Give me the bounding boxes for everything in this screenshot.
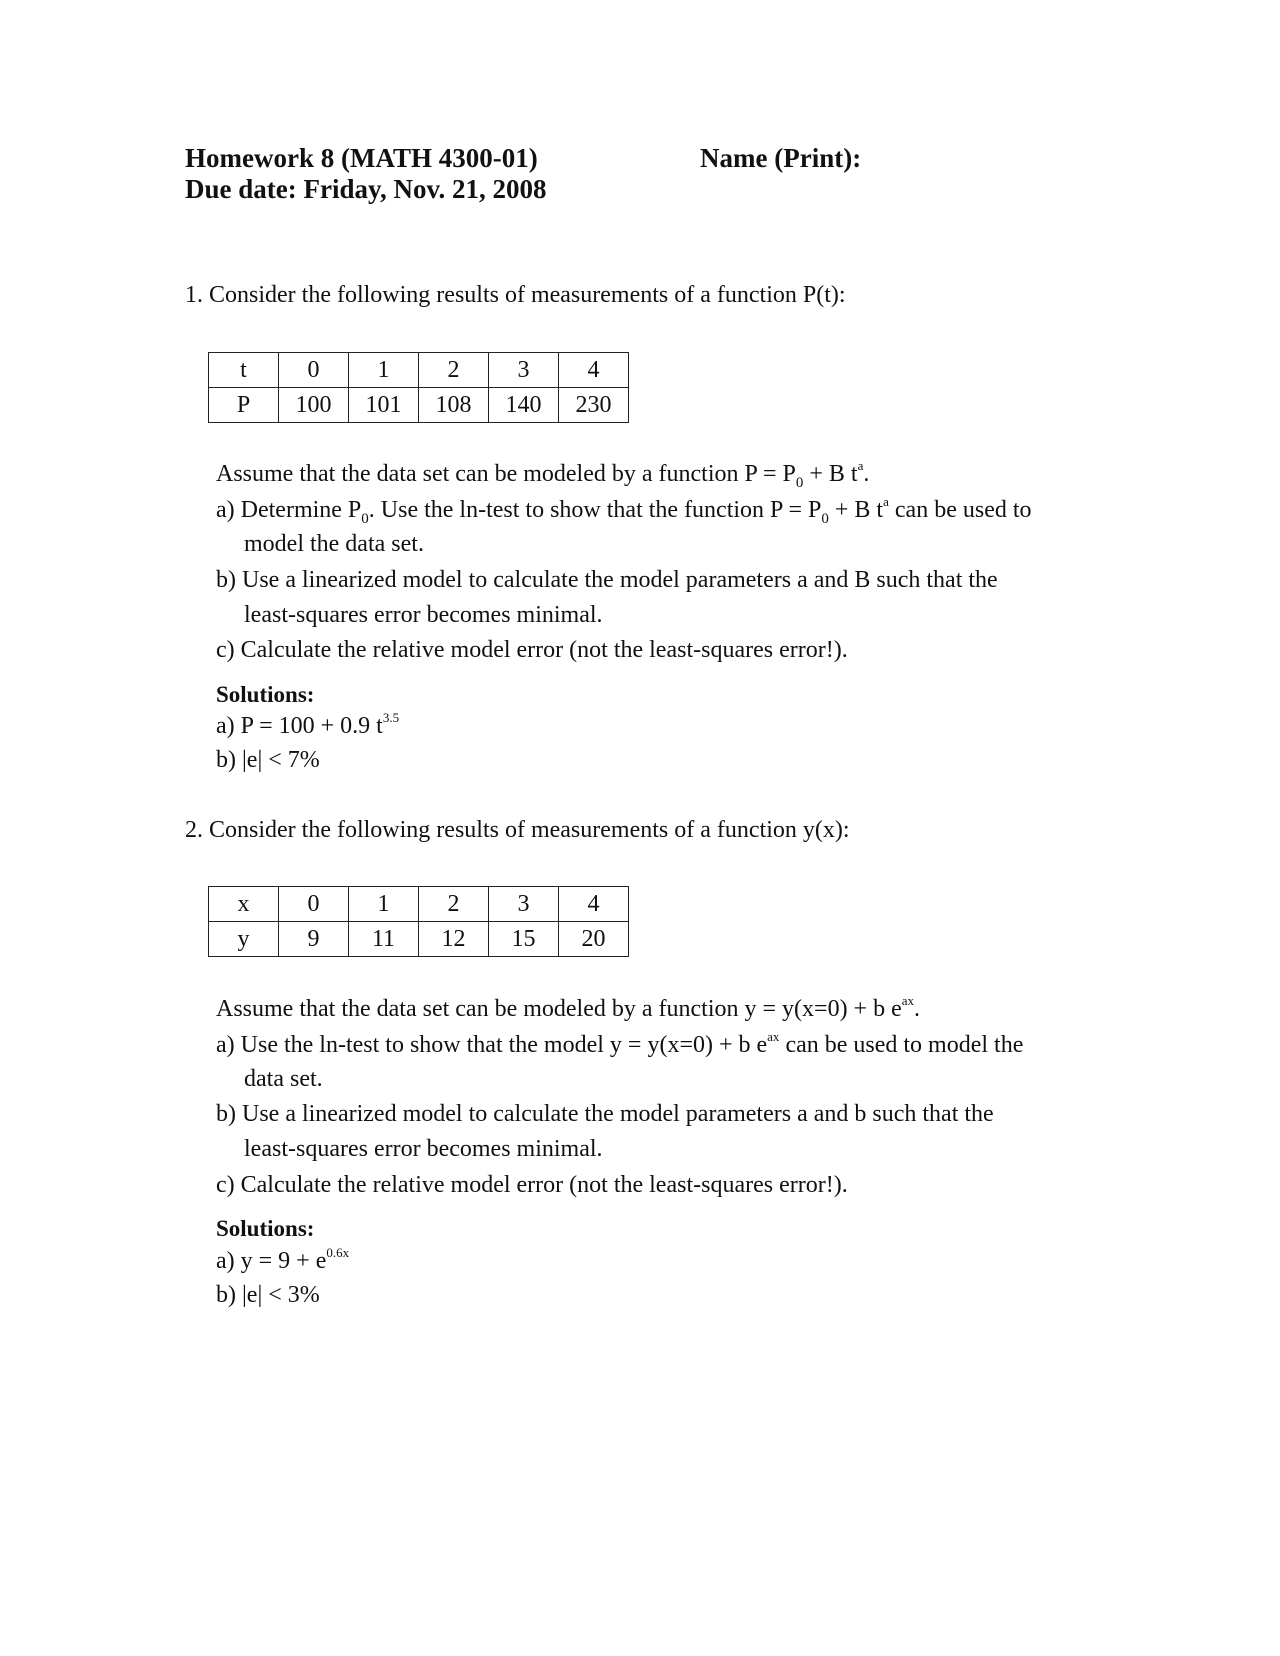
table-cell: 1 [349, 353, 419, 388]
part-a-text: a) Determine P [216, 497, 362, 523]
problem1-solution-b: b) |e| < 7% [216, 747, 320, 773]
table-cell: 0 [279, 353, 349, 388]
part-a-text: can be used to [888, 497, 1032, 523]
problem2-part-a-cont: data set. [244, 1066, 323, 1092]
homework-title: Homework 8 (MATH 4300-01) [185, 143, 538, 173]
problem2-solution-a [216, 1245, 350, 1275]
table-row [209, 922, 629, 957]
table-row [209, 887, 629, 922]
table-cell: 100 [279, 388, 349, 423]
problem2-part-c: c) Calculate the relative model error (not the least-squares error!). [216, 1172, 848, 1198]
assume-text: Assume that the data set can be modeled by a function P = P [216, 461, 796, 487]
table-cell: 12 [419, 922, 489, 957]
assume-text: Assume that the data set can be modeled by a function y = y(x=0) + b e [216, 996, 902, 1022]
table-cell: x [209, 887, 279, 922]
problem1-part-b-cont: least-squares error becomes minimal. [244, 602, 603, 628]
table-cell: 2 [419, 353, 489, 388]
assume-text: + B t [803, 461, 858, 487]
due-date: Due date: Friday, Nov. 21, 2008 [185, 174, 547, 204]
part-a-text: can be used to model the [779, 1032, 1024, 1058]
problem1-assumption [216, 458, 870, 491]
problem2-part-a [216, 1029, 1024, 1059]
problem1-part-c: c) Calculate the relative model error (not the least-squares error!). [216, 637, 848, 663]
assume-text: . [914, 996, 921, 1022]
table-cell: 2 [419, 887, 489, 922]
problem2-solutions-label: Solutions: [216, 1216, 315, 1241]
problem2-intro: 2. Consider the following results of measurements of a function y(x): [185, 817, 850, 843]
table-cell: y [209, 922, 279, 957]
table-cell: 230 [559, 388, 629, 423]
superscript: a [883, 494, 889, 509]
problem2-part-b: b) Use a linearized model to calculate the model parameters a and b such that the [216, 1101, 994, 1127]
superscript: ax [901, 993, 915, 1008]
table-cell: 1 [349, 887, 419, 922]
problem2-assumption [216, 993, 921, 1023]
table-cell: 3 [489, 887, 559, 922]
table-cell: 15 [489, 922, 559, 957]
problem2-solution-b: b) |e| < 3% [216, 1282, 320, 1308]
problem2-table [208, 886, 629, 957]
subscript: 0 [361, 511, 369, 527]
problem1-part-a-cont: model the data set. [244, 531, 424, 557]
table-cell: 108 [419, 388, 489, 423]
table-cell: 0 [279, 887, 349, 922]
table-row [209, 353, 629, 388]
table-cell: 11 [349, 922, 419, 957]
problem1-part-b: b) Use a linearized model to calculate the model parameters a and B such that the [216, 567, 998, 593]
superscript: 3.5 [382, 710, 400, 725]
problem1-table [208, 352, 629, 423]
table-cell: 9 [279, 922, 349, 957]
superscript: a [857, 458, 864, 473]
problem1-part-a [216, 494, 1032, 527]
problem2-part-b-cont: least-squares error becomes minimal. [244, 1136, 603, 1162]
table-cell: t [209, 353, 279, 388]
part-a-text: . Use the ln-test to show that the function P = P [368, 497, 822, 523]
problem1-solution-a [216, 710, 400, 740]
table-cell: 4 [559, 353, 629, 388]
table-cell: 4 [559, 887, 629, 922]
part-a-text: + B t [828, 497, 884, 523]
part-a-text: a) Use the ln-test to show that the model y = y(x=0) + b e [216, 1032, 768, 1058]
table-cell: 101 [349, 388, 419, 423]
assume-text: . [863, 461, 870, 487]
table-row [209, 388, 629, 423]
superscript: 0.6x [326, 1245, 350, 1260]
subscript: 0 [821, 511, 829, 527]
subscript: 0 [795, 475, 804, 491]
table-cell: 3 [489, 353, 559, 388]
problem1-solutions-label: Solutions: [216, 682, 315, 707]
superscript: ax [767, 1029, 780, 1044]
solution-text: a) P = 100 + 0.9 t [216, 713, 383, 739]
solution-text: a) y = 9 + e [216, 1248, 327, 1274]
problem1-intro: 1. Consider the following results of measurements of a function P(t): [185, 282, 846, 308]
table-cell: 20 [559, 922, 629, 957]
table-cell: 140 [489, 388, 559, 423]
name-label: Name (Print): [700, 143, 862, 173]
table-cell: P [209, 388, 279, 423]
